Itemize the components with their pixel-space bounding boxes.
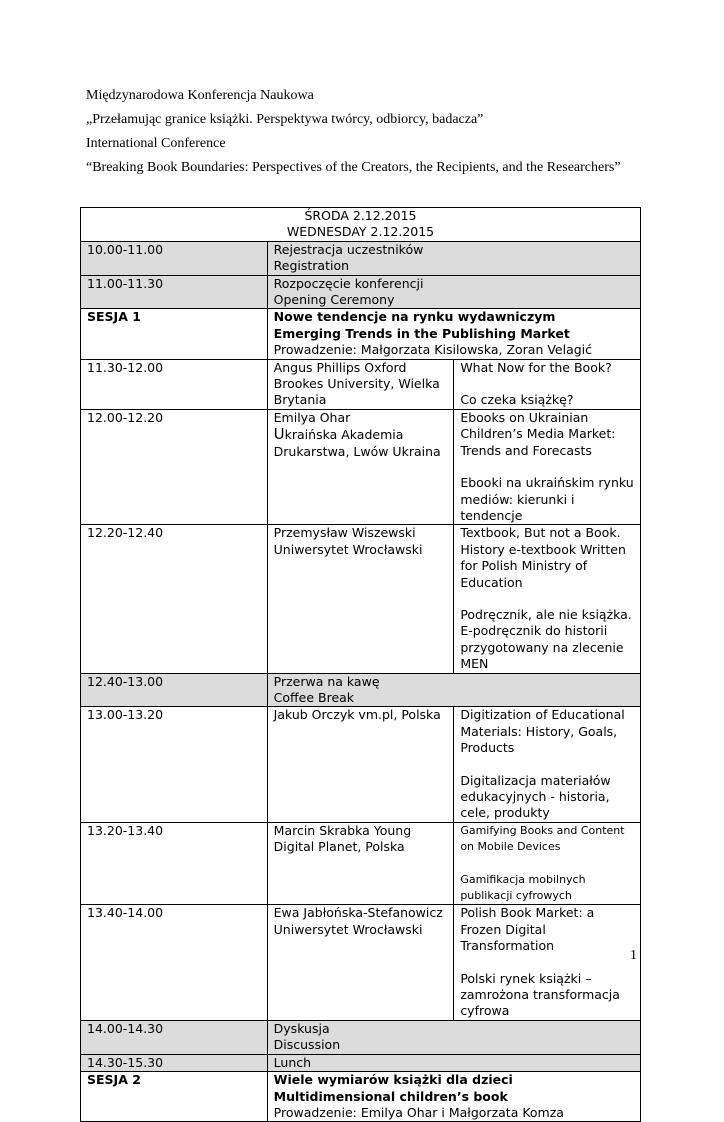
- conference-title-en: “Breaking Book Boundaries: Perspectives of the Creators, the Recipients, and the Researchers”: [86, 160, 621, 175]
- time-cell: 10.00-11.00: [81, 241, 268, 275]
- talk-title-en: Gamifying Books and Content on Mobile Devices: [460, 823, 625, 854]
- talk-title-en: Ebooks on Ukrainian Children’s Media Market: Trends and Forecasts: [460, 409, 616, 458]
- event-en: Coffee Break: [273, 689, 355, 705]
- talk-row: [81, 707, 641, 822]
- day-en: WEDNESDAY 2.12.2015: [286, 224, 435, 240]
- lunch-row: [81, 1054, 641, 1071]
- session-title-pl: Wiele wymiarów książki dla dzieci: [273, 1072, 513, 1088]
- schedule-table: [80, 207, 641, 1122]
- speaker-name: Emilya Ohar: [273, 409, 351, 425]
- day-pl: ŚRODA 2.12.2015: [304, 208, 417, 223]
- talk-title-pl: Podręcznik, ale nie książka. E-podręcznik do historii przygotowany na zlecenie MEN: [460, 606, 632, 672]
- conference-name-en: International Conference: [86, 136, 226, 151]
- talk-title-en: Digitization of Educational Materials: History, Goals, Products: [460, 707, 625, 756]
- speaker-cell: Marcin Skrabka Young Digital Planet, Polska: [267, 822, 454, 905]
- talk-row: [81, 525, 641, 673]
- opening-row: [81, 275, 641, 309]
- discussion-row: [81, 1020, 641, 1054]
- coffee-row: [81, 673, 641, 707]
- time-cell: 11.30-12.00: [81, 359, 268, 409]
- time-cell: 14.30-15.30: [81, 1054, 268, 1071]
- session2-row: [81, 1072, 641, 1122]
- time-cell: 14.00-14.30: [81, 1020, 268, 1054]
- speaker-cell: Przemysław Wiszewski Uniwersytet Wrocławski: [267, 525, 454, 673]
- talk-title-en: Polish Book Market: a Frozen Digital Transformation: [460, 905, 595, 954]
- session-title-pl: Nowe tendencje na rynku wydawniczym: [273, 309, 556, 325]
- event-en: Opening Ceremony: [273, 292, 395, 308]
- session-label: SESJA 1: [81, 309, 268, 359]
- session1-row: [81, 309, 641, 359]
- conference-title-pl: „Przełamując granice książki. Perspektywa twórcy, odbiorcy, badacza”: [86, 112, 484, 127]
- talk-row: [81, 822, 641, 905]
- talk-row: [81, 409, 641, 524]
- event-pl: Dyskusja: [273, 1020, 330, 1036]
- speaker-initial: U: [273, 425, 285, 444]
- talk-title-pl: Co czeka książkę?: [460, 392, 574, 408]
- session-title-en: Multidimensional children’s book: [273, 1088, 508, 1104]
- event-en: Discussion: [273, 1037, 341, 1053]
- event-pl: Rejestracja uczestników: [273, 241, 424, 257]
- speaker-affiliation: kraińska Akademia Drukarstwa, Lwów Ukraina: [273, 427, 441, 459]
- event-label: Lunch: [267, 1054, 640, 1071]
- speaker-cell: Jakub Orczyk vm.pl, Polska: [267, 707, 454, 822]
- talk-title-pl: Digitalizacja materiałów edukacyjnych - historia, cele, produkty: [460, 772, 611, 821]
- talk-title-pl: Ebooki na ukraińskim rynku mediów: kierunki i tendencje: [460, 475, 634, 523]
- speaker-cell: Angus Phillips Oxford Brookes University, Wielka Brytania: [267, 359, 454, 409]
- time-cell: 12.40-13.00: [81, 673, 268, 707]
- conference-name-pl: Międzynarodowa Konferencja Naukowa: [86, 88, 314, 103]
- event-pl: Przerwa na kawę: [273, 673, 380, 689]
- time-cell: 13.40-14.00: [81, 905, 268, 1020]
- talk-row: [81, 359, 641, 409]
- talk-title-en: Textbook, But not a Book. History e-textbook Written for Polish Ministry of Education: [460, 525, 626, 590]
- talk-row: [81, 905, 641, 1020]
- talk-title-pl: Polski rynek książki – zamrożona transformacja cyfrowa: [460, 970, 620, 1019]
- event-pl: Rozpoczęcie konferencji: [273, 275, 424, 291]
- session-label: SESJA 2: [81, 1072, 268, 1122]
- speaker-cell: Ewa Jabłońska-Stefanowicz Uniwersytet Wrocławski: [267, 905, 454, 1020]
- session-chairs: Prowadzenie: Małgorzata Kisilowska, Zoran Velagić: [273, 342, 593, 358]
- time-cell: 13.20-13.40: [81, 822, 268, 905]
- speaker-cell: [267, 409, 454, 524]
- document-header: [86, 84, 621, 180]
- time-cell: 12.20-12.40: [81, 525, 268, 673]
- time-cell: 12.00-12.20: [81, 409, 268, 524]
- registration-row: [81, 241, 641, 275]
- day-header-row: [81, 208, 641, 242]
- page-number: 1: [630, 948, 637, 963]
- time-cell: 13.00-13.20: [81, 707, 268, 822]
- session-title-en: Emerging Trends in the Publishing Market: [273, 325, 570, 341]
- talk-title-pl: Gamifikacja mobilnych publikacji cyfrowych: [460, 872, 586, 903]
- session-chairs: Prowadzenie: Emilya Ohar i Małgorzata Komza: [273, 1104, 564, 1120]
- talk-title-en: What Now for the Book?: [460, 359, 612, 375]
- time-cell: 11.00-11.30: [81, 275, 268, 309]
- event-en: Registration: [273, 258, 350, 274]
